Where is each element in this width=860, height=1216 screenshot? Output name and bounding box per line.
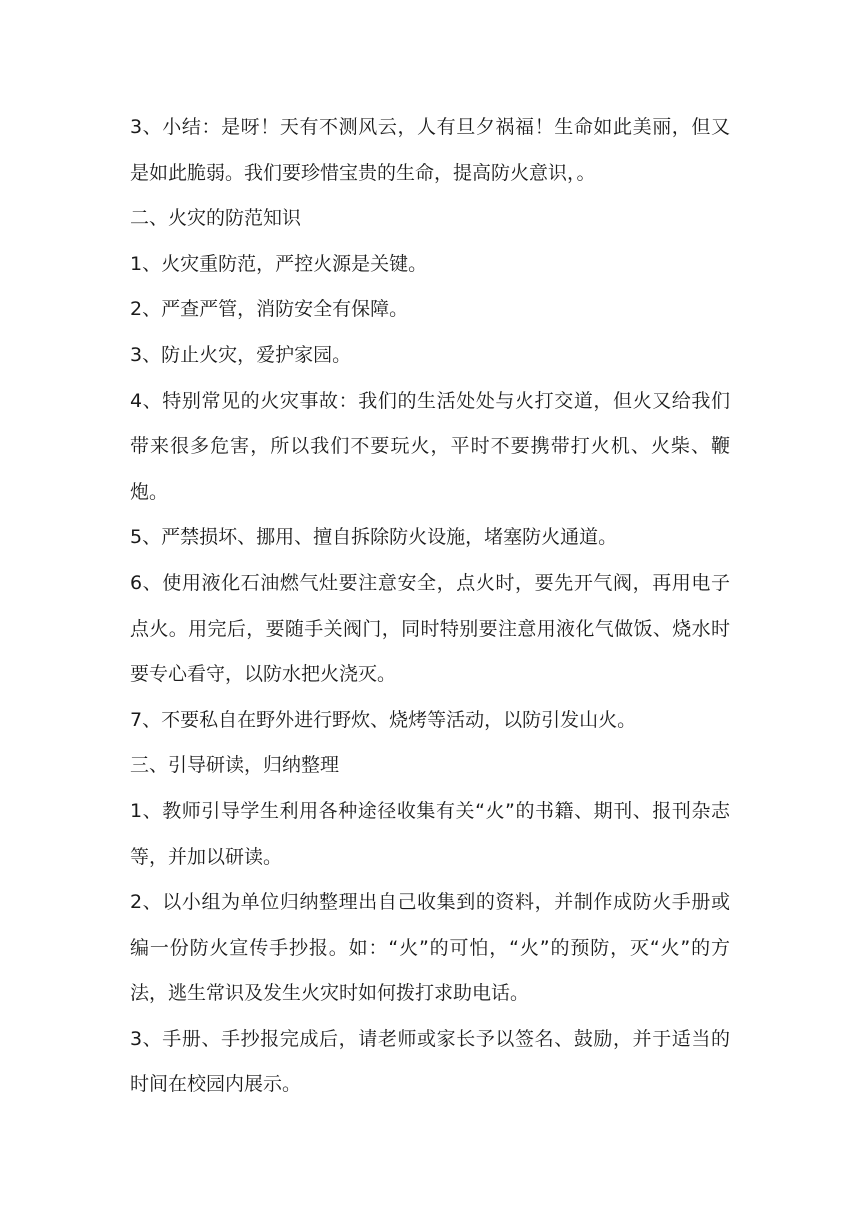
- section-heading-fire-prevention: 二、火灾的防范知识: [130, 207, 302, 230]
- list-item: 4、特别常见的火灾事故：我们的生活处处与火打交道，但火又给我们带来很多危害，所以我们不要玩火，平时不要携带打火机、火柴、鞭炮。: [130, 389, 730, 503]
- list-item: 2、以小组为单位归纳整理出自己收集到的资料，并制作成防火手册或编一份防火宣传手抄报。如：“火”的可怕，“火”的预防，灭“火”的方法，逃生常识及发生火灾时如何拨打求助电话。: [130, 891, 730, 1005]
- document-body: [130, 105, 730, 1108]
- list-item: 2、严查严管，消防安全有保障。: [130, 298, 409, 321]
- list-item: 7、不要私自在野外进行野炊、烧烤等活动，以防引发山火。: [130, 708, 637, 731]
- list-item: 1、火灾重防范，严控火源是关键。: [130, 252, 428, 275]
- list-item: 3、手册、手抄报完成后，请老师或家长予以签名、鼓励，并于适当的时间在校园内展示。: [130, 1027, 730, 1096]
- section-heading-guided-reading: 三、引导研读，归纳整理: [130, 754, 340, 777]
- paragraph-summary: 3、小结：是呀！天有不测风云，人有旦夕祸福！生命如此美丽，但又是如此脆弱。我们要珍惜宝贵的生命，提高防火意识，。: [130, 116, 730, 184]
- list-item: 5、严禁损坏、挪用、擅自拆除防火设施，堵塞防火通道。: [130, 526, 618, 549]
- list-item: 6、使用液化石油燃气灶要注意安全，点火时，要先开气阀，再用电子点火。用完后，要随手关阀门，同时特别要注意用液化气做饭、烧水时要专心看守，以防水把火浇灭。: [130, 571, 730, 686]
- list-item: 1、教师引导学生利用各种途径收集有关“火”的书籍、期刊、报刊杂志等，并加以研读。: [130, 799, 730, 868]
- list-item: 3、防止火灾，爱护家园。: [130, 343, 352, 366]
